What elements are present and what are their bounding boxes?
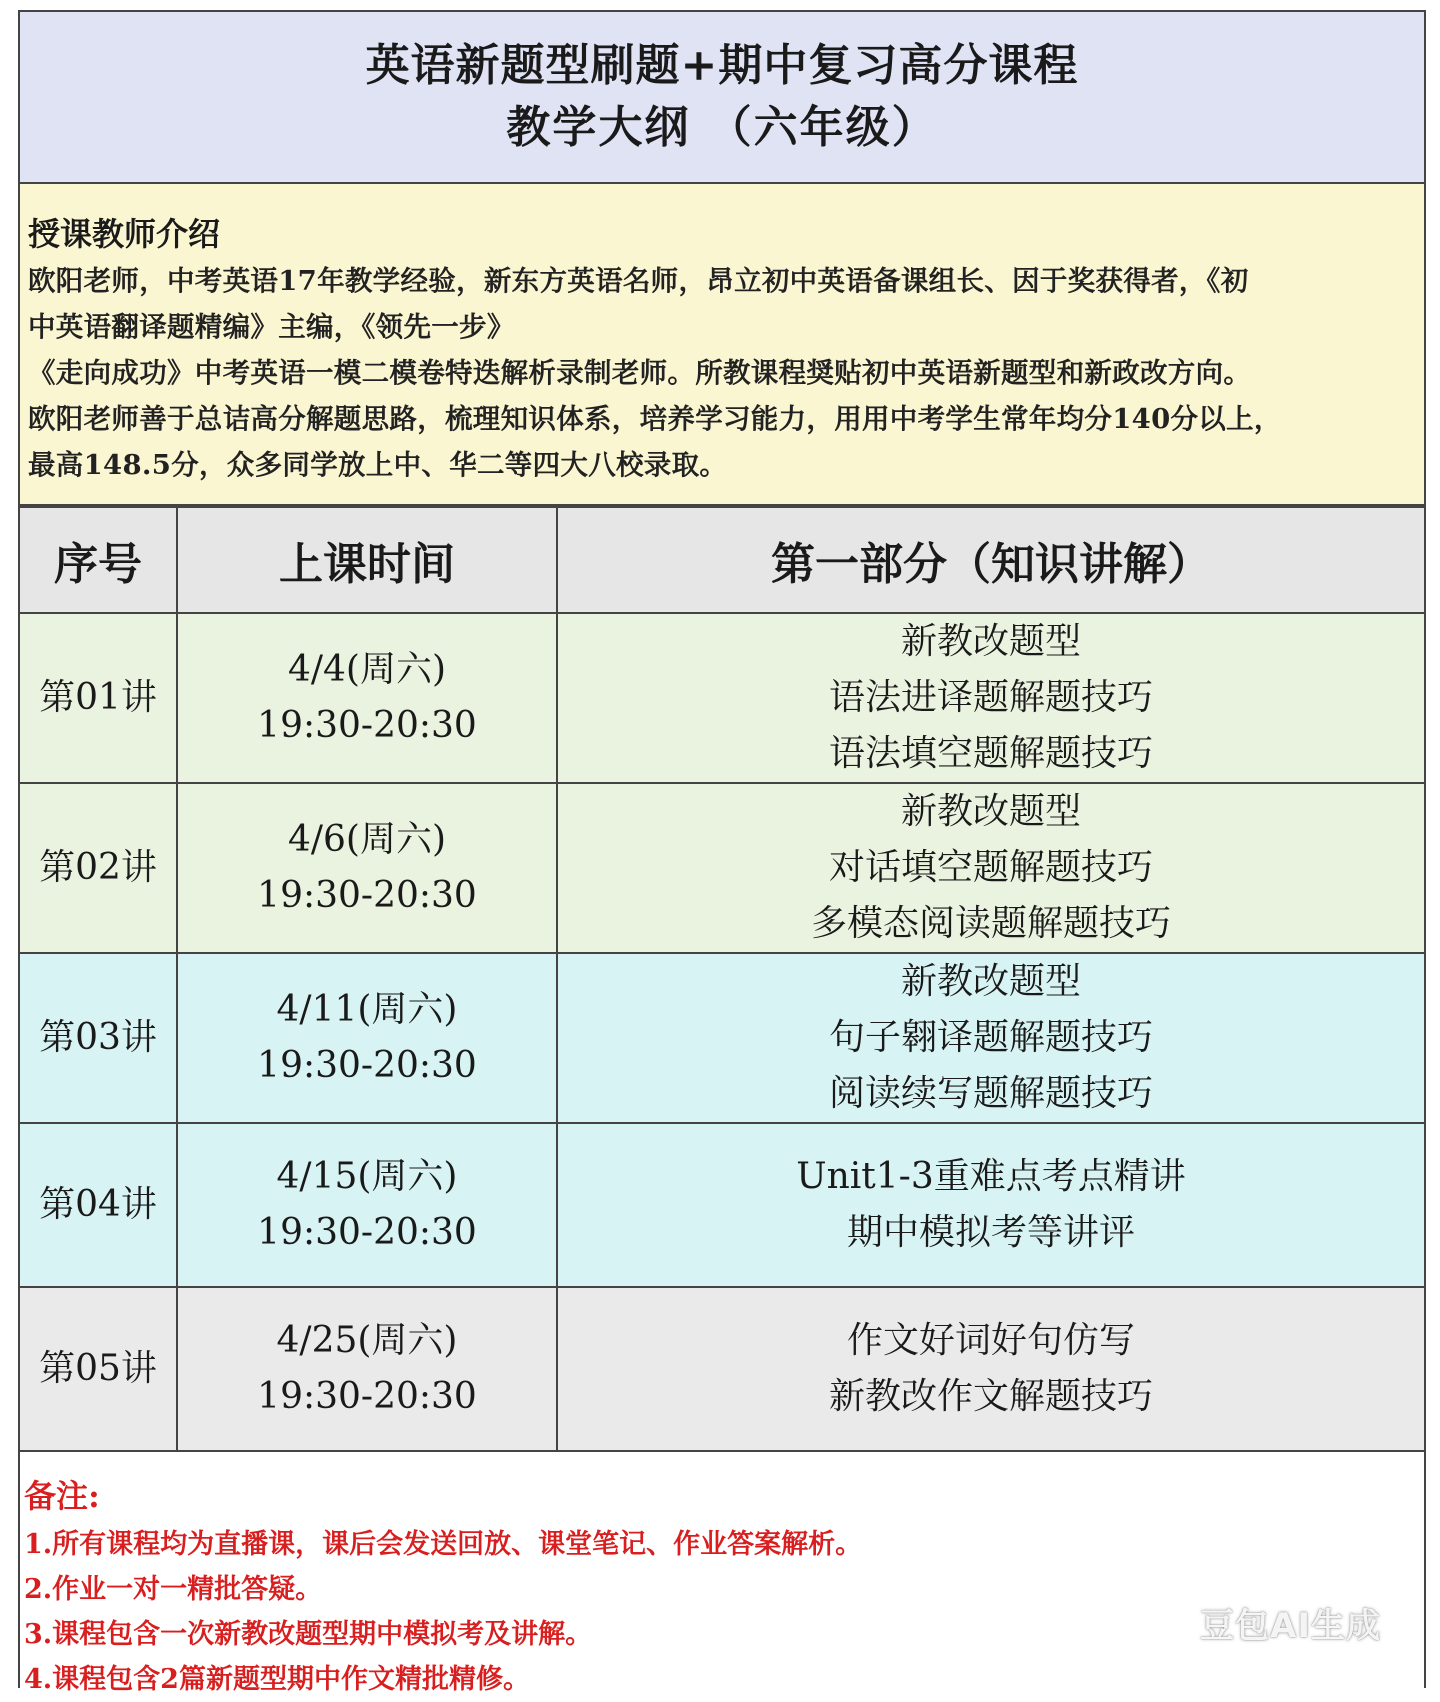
lesson-date: 4/15(周六): [276, 1156, 458, 1197]
lesson-time-range: 19:30-20:30: [257, 705, 477, 746]
table-row: [20, 613, 1424, 783]
notes-heading: 备注:: [24, 1477, 100, 1515]
lesson-date: 4/25(周六): [276, 1320, 458, 1361]
header-number: 序号: [20, 507, 177, 613]
note-item: 3.课程包含一次新教改题型期中模拟考及讲解。: [24, 1619, 593, 1650]
teacher-bio-line: 中英语翻译题精编》主编，《领先一步》: [28, 311, 515, 343]
lesson-number: 第01讲: [20, 613, 177, 783]
topic-line: 对话填空题解题技巧: [828, 847, 1153, 888]
topic-line: 阅读续写题解题技巧: [828, 1073, 1153, 1114]
teacher-bio-line: 欧阳老师善于总诘高分解题思路，梳理知识体系，培养学习能力，用用中考学生常年均分140分以上，: [28, 403, 1282, 435]
lesson-time-range: 19:30-20:30: [257, 1212, 477, 1253]
ai-watermark: 豆包AI生成: [1200, 1606, 1381, 1646]
topic-line: 新教改题型: [900, 621, 1081, 662]
teacher-bio-line: 《走向成功》中考英语一模二模卷特迭解析录制老师。所教课程奨贴初中英语新题型和新政改方向。: [28, 357, 1252, 389]
lesson-topics: [557, 613, 1424, 783]
table-row: [20, 953, 1424, 1123]
title-block: [20, 12, 1424, 184]
course-title: 英语新题型刷题+期中复习高分课程: [365, 40, 1079, 91]
syllabus-sheet: [18, 10, 1426, 1695]
lesson-number: 第05讲: [20, 1287, 177, 1451]
teacher-bio-line: 最高148.5分，众多同学放上中、华二等四大八校录取。: [28, 449, 728, 481]
note-item: 4.课程包含2篇新题型期中作文精批精修。: [24, 1664, 530, 1695]
table-row: [20, 1123, 1424, 1287]
lesson-time: [177, 1123, 557, 1287]
topic-line: 语法进译题解题技巧: [828, 677, 1153, 718]
teacher-bio: [28, 258, 1408, 488]
teacher-intro: [20, 184, 1424, 506]
lesson-time-range: 19:30-20:30: [257, 1045, 477, 1086]
lesson-time-range: 19:30-20:30: [257, 875, 477, 916]
header-content: 第一部分（知识讲解）: [557, 507, 1424, 613]
lesson-topics: [557, 1123, 1424, 1287]
table-row: [20, 783, 1424, 953]
topic-line: 新教改题型: [900, 961, 1081, 1002]
lesson-number: 第02讲: [20, 783, 177, 953]
table-header-row: [20, 507, 1424, 613]
lesson-date: 4/6(周六): [287, 819, 447, 860]
table-row: [20, 1287, 1424, 1451]
teacher-bio-line: 欧阳老师，中考英语17年教学经验，新东方英语名师，昂立初中英语备课组长、因于奖获得者，《初: [28, 265, 1249, 297]
lesson-time: [177, 953, 557, 1123]
lesson-time: [177, 783, 557, 953]
notes-block: [20, 1452, 1424, 1702]
lesson-time: [177, 1287, 557, 1451]
topic-line: 句子翱译题解题技巧: [828, 1017, 1153, 1058]
note-item: 2.作业一对一精批答疑。: [24, 1574, 323, 1605]
topic-line: 新教改题型: [900, 791, 1081, 832]
lesson-topics: [557, 783, 1424, 953]
topic-line: Unit1-3重难点考点精讲: [796, 1156, 1186, 1197]
lesson-time: [177, 613, 557, 783]
lesson-topics: [557, 1287, 1424, 1451]
schedule-table: [20, 506, 1424, 1452]
teacher-heading: 授课教师介绍: [28, 215, 221, 253]
course-subtitle: 教学大纲 （六年级）: [506, 102, 938, 153]
topic-line: 多模态阅读题解题技巧: [810, 903, 1171, 944]
note-item: 1.所有课程均为直播课，课后会发送回放、课堂笔记、作业答案解析。: [24, 1529, 863, 1560]
lesson-number: 第04讲: [20, 1123, 177, 1287]
topic-line: 新教改作文解题技巧: [828, 1376, 1153, 1417]
lesson-date: 4/4(周六): [287, 649, 447, 690]
header-time: 上课时间: [177, 507, 557, 613]
topic-line: 语法填空题解题技巧: [828, 733, 1153, 774]
topic-line: 作文好词好句仿写: [846, 1320, 1135, 1361]
topic-line: 期中模拟考等讲评: [846, 1212, 1135, 1253]
lesson-topics: [557, 953, 1424, 1123]
lesson-time-range: 19:30-20:30: [257, 1376, 477, 1417]
lesson-date: 4/11(周六): [276, 989, 458, 1030]
lesson-number: 第03讲: [20, 953, 177, 1123]
